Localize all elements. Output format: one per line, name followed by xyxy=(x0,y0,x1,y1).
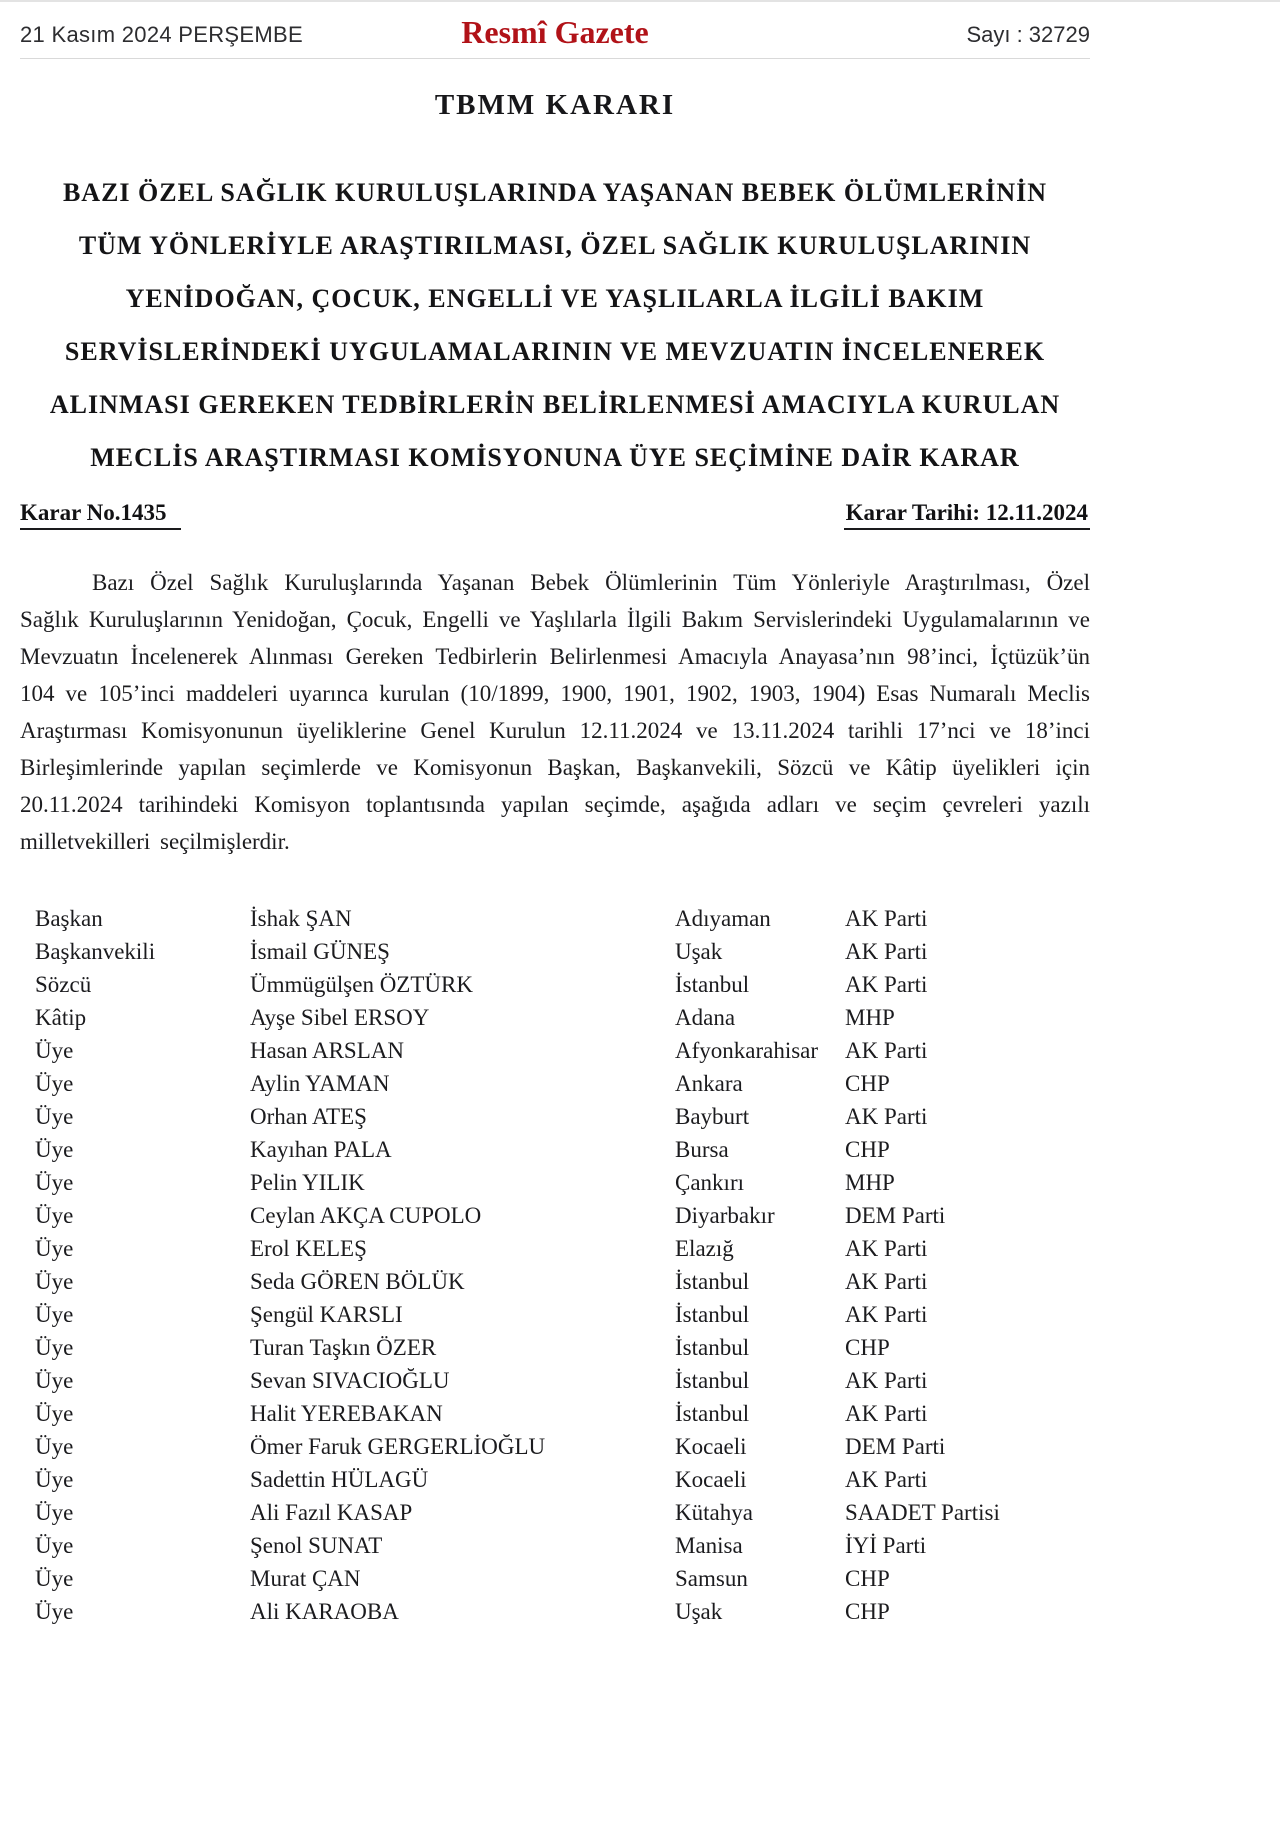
member-city: Elazığ xyxy=(675,1236,734,1261)
table-row xyxy=(35,1166,1090,1199)
member-party: CHP xyxy=(845,1566,890,1591)
decision-heading-line: SERVİSLERİNDEKİ UYGULAMALARININ VE MEVZUATIN İNCELENEREK xyxy=(64,337,1046,366)
member-city: İstanbul xyxy=(675,1335,750,1360)
table-row xyxy=(35,1331,1090,1364)
member-name: Ayşe Sibel ERSOY xyxy=(250,1005,430,1030)
member-party: AK Parti xyxy=(845,972,928,997)
member-city: İstanbul xyxy=(675,972,750,997)
table-row xyxy=(35,935,1090,968)
member-role: Üye xyxy=(35,1269,74,1294)
decision-number: Karar No.1435 xyxy=(20,500,181,530)
member-party: AK Parti xyxy=(845,1368,928,1393)
member-name: Hasan ARSLAN xyxy=(250,1038,404,1063)
table-row xyxy=(35,1034,1090,1067)
member-name: Murat ÇAN xyxy=(250,1566,361,1591)
member-role: Üye xyxy=(35,1467,74,1492)
member-city: İstanbul xyxy=(675,1368,750,1393)
member-role: Üye xyxy=(35,1302,74,1327)
table-row xyxy=(35,1529,1090,1562)
member-name: Ali Fazıl KASAP xyxy=(250,1500,413,1525)
member-role: Üye xyxy=(35,1599,74,1624)
member-name: Seda GÖREN BÖLÜK xyxy=(250,1269,465,1294)
table-row xyxy=(35,1067,1090,1100)
member-name: Ümmügülşen ÖZTÜRK xyxy=(250,972,473,997)
decision-heading-line: MECLİS ARAŞTIRMASI KOMİSYONUNA ÜYE SEÇİMİNE DAİR KARAR xyxy=(90,443,1020,472)
decision-heading-line: TÜM YÖNLERİYLE ARAŞTIRILMASI, ÖZEL SAĞLIK KURULUŞLARININ xyxy=(78,231,1032,260)
decision-heading xyxy=(20,166,1090,484)
table-row xyxy=(35,1463,1090,1496)
member-name: Ceylan AKÇA CUPOLO xyxy=(250,1203,482,1228)
table-row xyxy=(35,1595,1090,1628)
member-party: AK Parti xyxy=(845,1038,928,1063)
member-role: Üye xyxy=(35,1137,74,1162)
table-row xyxy=(35,1001,1090,1034)
member-role: Üye xyxy=(35,1038,74,1063)
member-name: Sadettin HÜLAGÜ xyxy=(250,1467,429,1492)
member-role: Üye xyxy=(35,1434,74,1459)
member-city: Kütahya xyxy=(675,1500,753,1525)
member-party: İYİ Parti xyxy=(845,1533,927,1558)
member-city: İstanbul xyxy=(675,1269,750,1294)
table-row xyxy=(35,1364,1090,1397)
member-city: Manisa xyxy=(675,1533,743,1558)
table-row xyxy=(35,1199,1090,1232)
member-party: AK Parti xyxy=(845,1269,928,1294)
table-row xyxy=(35,1232,1090,1265)
member-name: Aylin YAMAN xyxy=(250,1071,390,1096)
member-party: DEM Parti xyxy=(845,1203,946,1228)
member-party: MHP xyxy=(845,1170,895,1195)
member-city: Adana xyxy=(675,1005,736,1030)
member-name: Şengül KARSLI xyxy=(250,1302,403,1327)
table-row xyxy=(35,1265,1090,1298)
member-role: Üye xyxy=(35,1368,74,1393)
member-name: Orhan ATEŞ xyxy=(250,1104,367,1129)
decision-heading-line: ALINMASI GEREKEN TEDBİRLERİN BELİRLENMESİ AMACIYLA KURULAN xyxy=(49,390,1061,419)
member-party: SAADET Partisi xyxy=(845,1500,1000,1525)
member-city: Bursa xyxy=(675,1137,729,1162)
table-row xyxy=(35,1430,1090,1463)
table-row xyxy=(35,1298,1090,1331)
member-role: Üye xyxy=(35,1566,74,1591)
member-party: AK Parti xyxy=(845,1104,928,1129)
member-name: Halit YEREBAKAN xyxy=(250,1401,443,1426)
member-name: Kayıhan PALA xyxy=(250,1137,392,1162)
decree-body-paragraph: Bazı Özel Sağlık Kuruluşlarında Yaşanan Bebek Ölümlerinin Tüm Yönleriyle Araştırılması, Özel Sağlık Kuruluşlarının Yenidoğan, Çocuk, Engelli ve Yaşlılarla İlgili Bakım Servislerindeki Uygulamalarının ve Mevzuatın İncelenerek Alınması Gereken Tedbirlerin Belirlenmesi Amacıyla Anayasa’nın 98’inci, İçtüzük’ün 104 ve 105’inci maddeleri uyarınca kurulan (10/1899, 1900, 1901, 1902, 1903, 1904) Esas Numaralı Meclis Araştırması Komisyonunun üyeliklerine Genel Kurulun 12.11.2024 ve 13.11.2024 tarihli 17’nci ve 18’inci Birleşimlerinde yapılan seçimlerde ve Komisyonun Başkan, Başkanvekili, Sözcü ve Kâtip üyelikleri için 20.11.2024 tarihindeki Komisyon toplantısında yapılan seçimde, aşağıda adları ve seçim çevreleri yazılı milletvekilleri seçilmişlerdir. xyxy=(20,570,1090,854)
gazette-page xyxy=(20,2,1090,1628)
gazette-date: 21 Kasım 2024 PERŞEMBE xyxy=(20,22,303,47)
member-role: Kâtip xyxy=(35,1005,87,1030)
member-city: Ankara xyxy=(675,1071,743,1096)
member-name: Şenol SUNAT xyxy=(250,1533,383,1558)
member-city: Samsun xyxy=(675,1566,748,1591)
decision-meta xyxy=(20,500,1090,530)
member-party: AK Parti xyxy=(845,939,928,964)
table-row xyxy=(35,968,1090,1001)
member-role: Üye xyxy=(35,1335,74,1360)
member-name: Pelin YILIK xyxy=(250,1170,365,1195)
member-name: İsmail GÜNEŞ xyxy=(250,939,390,964)
member-city: Uşak xyxy=(675,1599,723,1624)
member-role: Üye xyxy=(35,1236,74,1261)
member-party: CHP xyxy=(845,1335,890,1360)
table-row xyxy=(35,1562,1090,1595)
member-party: CHP xyxy=(845,1599,890,1624)
member-role: Üye xyxy=(35,1203,74,1228)
member-name: Ali KARAOBA xyxy=(250,1599,399,1624)
members-table xyxy=(20,902,1090,1628)
member-party: AK Parti xyxy=(845,1467,928,1492)
member-party: AK Parti xyxy=(845,1236,928,1261)
member-city: Kocaeli xyxy=(675,1467,747,1492)
member-party: AK Parti xyxy=(845,906,928,931)
member-city: Uşak xyxy=(675,939,723,964)
member-role: Üye xyxy=(35,1533,74,1558)
table-row xyxy=(35,1133,1090,1166)
decision-date: Karar Tarihi: 12.11.2024 xyxy=(844,500,1090,530)
gazette-title: Resmî Gazete xyxy=(461,14,649,50)
member-role: Başkanvekili xyxy=(35,939,156,964)
member-party: AK Parti xyxy=(845,1401,928,1426)
member-party: AK Parti xyxy=(845,1302,928,1327)
member-name: İshak ŞAN xyxy=(250,906,352,931)
member-city: Çankırı xyxy=(675,1170,744,1195)
member-city: İstanbul xyxy=(675,1302,750,1327)
member-city: Afyonkarahisar xyxy=(675,1038,819,1063)
member-role: Üye xyxy=(35,1500,74,1525)
member-city: Bayburt xyxy=(675,1104,750,1129)
member-city: Diyarbakır xyxy=(675,1203,775,1228)
member-party: CHP xyxy=(845,1071,890,1096)
member-party: CHP xyxy=(845,1137,890,1162)
member-name: Sevan SIVACIOĞLU xyxy=(250,1368,450,1393)
member-role: Başkan xyxy=(35,906,103,931)
gazette-issue-number: Sayı : 32729 xyxy=(966,22,1090,47)
table-row xyxy=(35,902,1090,935)
member-party: DEM Parti xyxy=(845,1434,946,1459)
member-city: Adıyaman xyxy=(675,906,771,931)
table-row xyxy=(35,1397,1090,1430)
member-role: Üye xyxy=(35,1071,74,1096)
member-name: Ömer Faruk GERGERLİOĞLU xyxy=(250,1434,546,1459)
member-role: Üye xyxy=(35,1170,74,1195)
member-name: Erol KELEŞ xyxy=(250,1236,367,1261)
member-role: Üye xyxy=(35,1104,74,1129)
member-role: Üye xyxy=(35,1401,74,1426)
table-row xyxy=(35,1100,1090,1133)
member-party: MHP xyxy=(845,1005,895,1030)
member-role: Sözcü xyxy=(35,972,92,997)
member-name: Turan Taşkın ÖZER xyxy=(250,1335,437,1360)
decision-heading-line: YENİDOĞAN, ÇOCUK, ENGELLİ VE YAŞLILARLA İLGİLİ BAKIM xyxy=(125,284,985,313)
table-row xyxy=(35,1496,1090,1529)
member-city: İstanbul xyxy=(675,1401,750,1426)
member-city: Kocaeli xyxy=(675,1434,747,1459)
masthead xyxy=(20,2,1090,59)
section-title: TBMM KARARI xyxy=(434,89,676,121)
decision-heading-line: BAZI ÖZEL SAĞLIK KURULUŞLARINDA YAŞANAN BEBEK ÖLÜMLERİNİN xyxy=(62,178,1048,207)
